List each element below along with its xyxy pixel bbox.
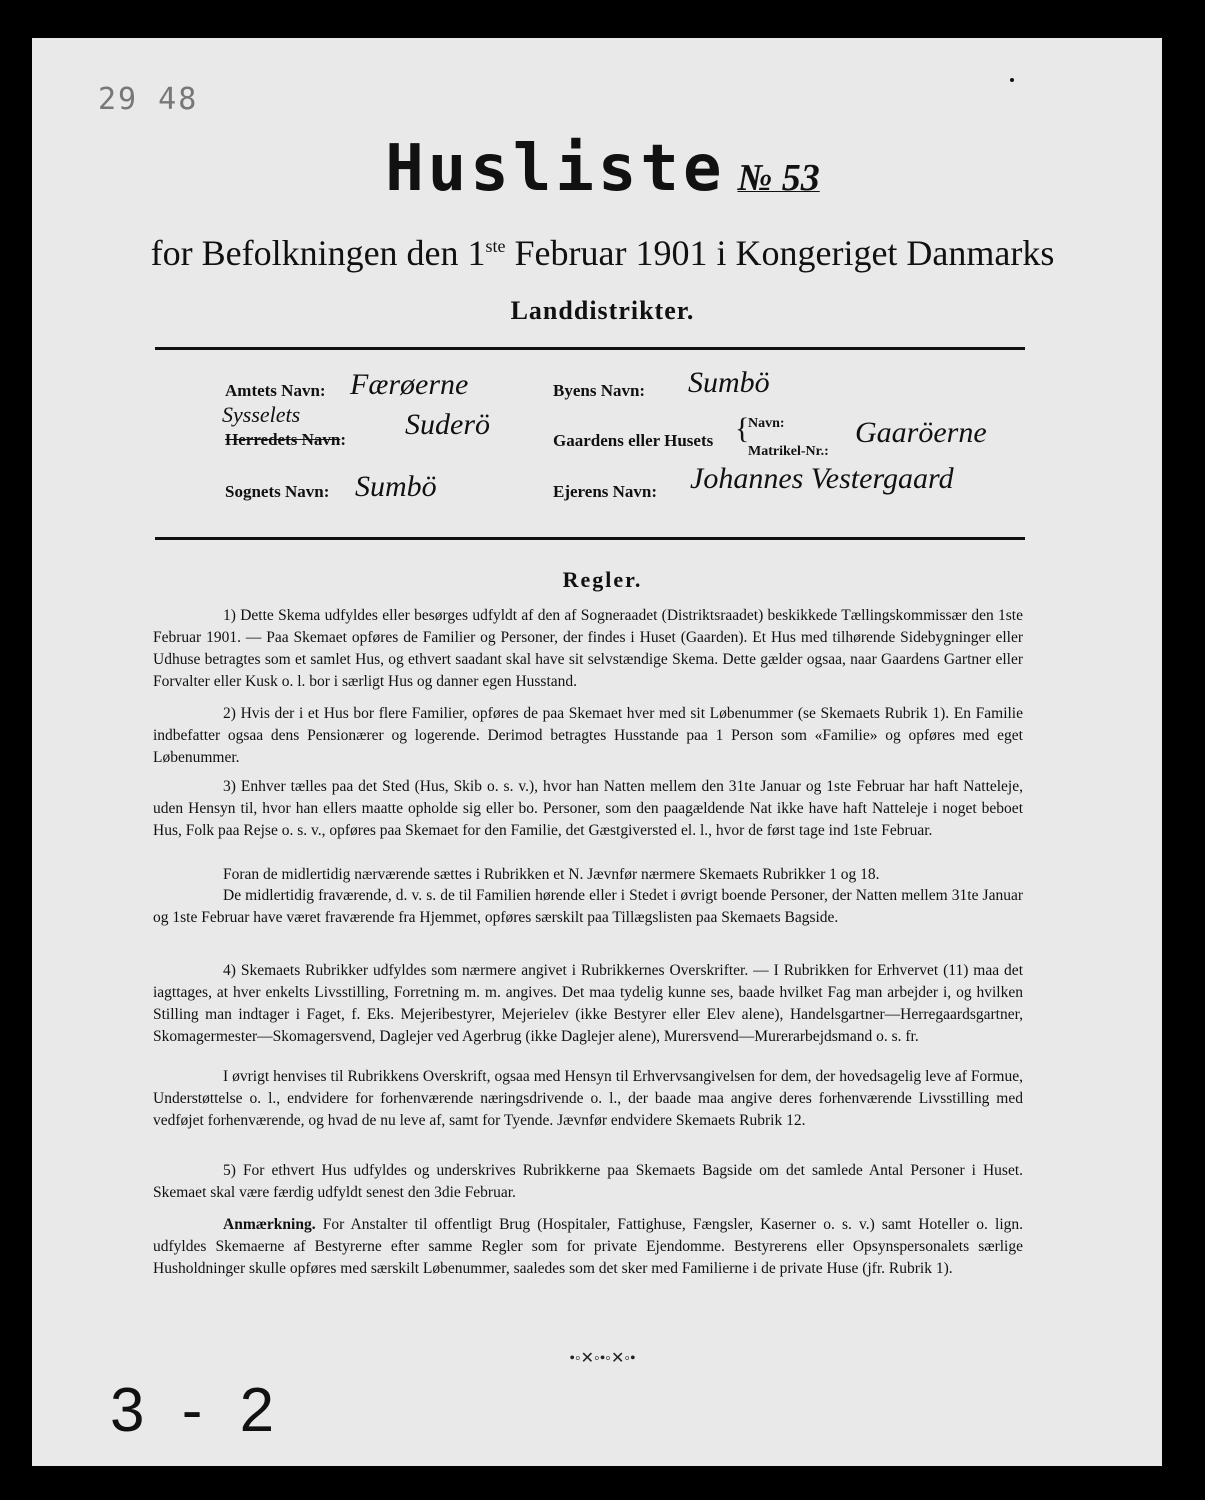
- list-number: № 53: [737, 157, 820, 199]
- sysselets-label: Sysselets: [222, 402, 301, 427]
- annotation-label: Anmærkning.: [223, 1216, 316, 1233]
- rule-4: 4) Skemaets Rubrikker udfyldes som nærmere angivet i Rubrikkernes Overskrifter. — I Rubrikken for Erhvervet (11) maa det iagttages, at hver enkelts Livsstilling, Forretning m. m. angives. Det maa tydelig kunne ses, baade hvilket Fag man arbejder i, og hvilken Stilling man indtager i Faget, f. Eks. Mejeribestyrer, Mejerielev (ikke Bestyrer eller Elev alene), Handelsgartner—Herregaardsgartner, Skomagermester—Skomagersvend, Daglejer ved Agerbrug (ikke Daglejer alene), Murersvend—Murerarbejdsmand o. s. fr.: [153, 962, 1023, 1045]
- brace: {: [735, 412, 750, 445]
- rule-3: 3) Enhver tælles paa det Sted (Hus, Skib o. s. v.), hvor han Natten mellem den 31te Januar og 1ste Februar har haft Natteleje, uden Hensyn til, hvor han ellers maatte opholde sig eller bo. Personer, som den paagældende Nat ikke have haft Natteleje i noget beboet Hus, Folk paa Rejse o. s. v., opføres paa Skemaet for den Familie, det Gæstgiversted el. l., hvor de først tage ind 1ste Februar.: [153, 778, 1023, 839]
- herred-label-struck: Herredets Navn: [225, 430, 341, 449]
- subtitle-pre: for Befolkningen den 1: [150, 233, 486, 273]
- ink-dot: [1010, 78, 1014, 82]
- title-main: Husliste: [385, 132, 726, 206]
- page-title: [0, 132, 1205, 206]
- annotation-text: For Anstalter til offentligt Brug (Hospitaler, Fattighuse, Fængsler, Kaserner o. s. v.) samt Hoteller o. lign. udfyldes Skemaerne af Bestyrerne efter samme Regler som for private Ejendomme. Bestyrerens eller Opsynspersonalets særlige Husholdninger skulle opføres med særskilt Løbenummer, saaledes som det sker med Familierne i de private Huse (jfr. Rubrik 1).: [153, 1216, 1023, 1277]
- gaard-label: Gaardens eller Husets: [553, 431, 714, 450]
- subtitle-sup: ste: [485, 236, 506, 256]
- herred-label: [225, 430, 346, 450]
- by-label: Byens Navn:: [553, 381, 646, 400]
- annotation: [153, 1214, 1023, 1280]
- sogn-label: Sognets Navn:: [225, 482, 330, 501]
- subtitle: [0, 232, 1205, 274]
- ejer-label: Ejerens Navn:: [553, 482, 658, 501]
- sogn-value: Sumbö: [355, 470, 437, 503]
- gaard-value: Gaaröerne: [855, 416, 987, 449]
- rule-4-oevrigt: I øvrigt henvises til Rubrikkens Overskrift, ogsaa med Hensyn til Erhvervsangivelsen for dem, der hovedsagelig leve af Formue, Understøttelse o. l., endvidere for forhenværende næringsdrivende o. l., der baade maa angive deres forhenværende Livsstilling med vedføjet forhenværende, og hvad de nu leve af, samt for Tyende. Jævnfør endvidere Skemaets Rubrik 12.: [153, 1068, 1023, 1129]
- navn-label: Navn:: [748, 416, 785, 431]
- district-heading: Landdistrikter.: [510, 296, 695, 325]
- subtitle-post: Februar 1901 i Kongeriget Danmarks: [505, 233, 1055, 273]
- rule-3-fravaerende: De midlertidig fraværende, d. v. s. de til Familien hørende eller i Stedet i øvrigt boende Personer, der Natten mellem 31te Januar og 1ste Februar have været fraværende fra Hjemmet, opføres særskilt paa Tillægslisten paa Skemaets Bagside.: [153, 887, 1023, 926]
- amt-value: Færøerne: [350, 368, 469, 401]
- matrikel-label: Matrikel-Nr.:: [748, 444, 829, 459]
- ejer-value: Johannes Vestergaard: [690, 462, 954, 495]
- herred-suffix: :: [340, 430, 347, 449]
- amt-label: Amtets Navn:: [225, 381, 326, 400]
- archive-stamp: 29 48: [98, 82, 199, 117]
- rule-3-foran: Foran de midlertidig nærværende sættes i Rubrikken et N. Jævnfør nærmere Skemaets Rubrikker 1 og 18.: [223, 866, 880, 883]
- rule-5: 5) For ethvert Hus udfyldes og underskrives Rubrikkerne paa Skemaets Bagside om det samlede Antal Personer i Huset. Skemaet skal være færdig udfyldt senest den 3die Februar.: [153, 1162, 1023, 1201]
- top-rule: [155, 347, 1025, 350]
- rule-2: 2) Hvis der i et Hus bor flere Familier, opføres de paa Skemaet hver med sit Løbenummer (se Skemaets Rubrik 1). En Familie indbefatter ogsaa dens Pensionærer og logerende. Derimod betragtes Husstande paa 1 Person som «Familie» og opføres med eget Løbenummer.: [153, 705, 1023, 766]
- ornament-divider: •◦✕◦•◦✕◦•: [569, 1350, 636, 1367]
- by-value: Sumbö: [688, 366, 770, 399]
- page-mark: 3 - 2: [110, 1376, 285, 1445]
- rule-1: 1) Dette Skema udfyldes eller besørges udfyldt af den af Sogneraadet (Distriktsraadet) beskikkede Tællingskommissær den 1ste Februar 1901. — Paa Skemaet opføres de Familier og Personer, der findes i Huset (Gaarden). Et Hus med tilhørende Sidebygninger eller Udhuse betragtes som et samlet Hus, og ethvert saadant skal have sit selvstændige Skema. Dette gælder ogsaa, naar Gaardens Gartner eller Forvalter eller Kusk o. l. bor i særligt Hus og danner egen Husstand.: [153, 607, 1023, 690]
- rules-heading: Regler.: [562, 567, 643, 592]
- bottom-rule: [155, 537, 1025, 540]
- herred-value: Suderö: [405, 408, 490, 441]
